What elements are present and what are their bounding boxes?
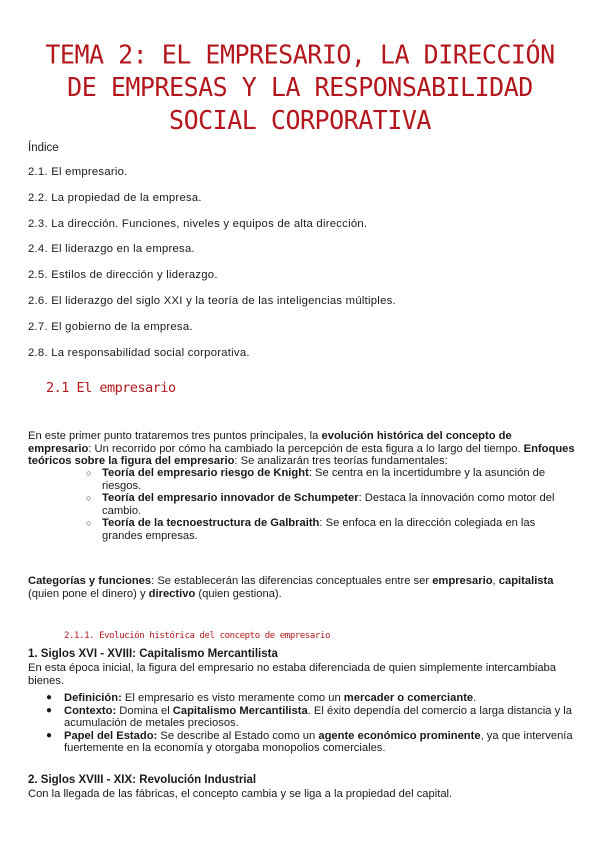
circle-bullet-icon: ○	[86, 468, 92, 478]
categories-text: (quien gestiona).	[195, 587, 282, 600]
item-text: . El éxito dependía del comercio a larga distancia y la acumulación de metales preciosos.	[64, 704, 573, 730]
theory-text: : Se enfoca en la dirección colegiada en las grandes empresas.	[102, 517, 536, 542]
categories-text: : Se establecerán las diferencias conceptuales entre ser	[151, 575, 433, 587]
theory-text: : Destaca la innovación como motor del cambio.	[102, 492, 555, 517]
item-text: .	[473, 692, 477, 704]
item-bold: mercader o comerciante	[343, 692, 474, 704]
page-title: TEMA 2: EL EMPRESARIO, LA DIRECCIÓN DE EMPRESAS Y LA RESPONSABILIDAD SOCIAL CORPORATIVA	[45, 40, 555, 135]
theory-name: Teoría de la tecnoestructura de Galbraith	[102, 517, 320, 530]
toc-item: 2.6. El liderazgo del siglo XXI y la teoría de las inteligencias múltiples.	[28, 294, 396, 307]
intro-text: : Un recorrido por cómo ha cambiado la percepción de esta figura a lo largo del tiempo.	[88, 442, 524, 455]
list-item	[46, 705, 576, 730]
theory-text: : Se centra en la incertidumbre y la asunción de riesgos.	[102, 467, 546, 492]
toc-item: 2.4. El liderazgo en la empresa.	[28, 243, 195, 256]
toc-item: 2.3. La dirección. Funciones, niveles y equipos de alta dirección.	[28, 217, 368, 230]
categories-bold: capitalista	[498, 575, 554, 587]
dot-bullet-icon: ●	[46, 704, 53, 716]
era-details-list	[46, 692, 576, 755]
item-label: Contexto:	[64, 704, 117, 717]
circle-bullet-icon: ○	[86, 518, 92, 529]
categories-bold: directivo	[148, 587, 196, 600]
item-text: Se describe al Estado como un	[157, 729, 319, 742]
era-heading: 2. Siglos XVIII - XIX: Revolución Industrial	[28, 774, 257, 786]
intro-text: : Se analizarán tres teorías fundamentales:	[234, 455, 448, 468]
dot-bullet-icon: ●	[46, 692, 53, 703]
item-bold: agente económico prominente	[318, 729, 481, 742]
categories-bold: Categorías y funciones	[28, 575, 152, 587]
categories-paragraph	[28, 575, 576, 600]
circle-bullet-icon: ○	[86, 493, 92, 504]
toc-item: 2.1. El empresario.	[28, 166, 128, 178]
intro-paragraph	[28, 430, 576, 468]
index-label: Índice	[28, 142, 59, 154]
categories-bold: empresario	[432, 575, 493, 587]
list-item	[86, 517, 556, 542]
categories-text: (quien pone el dinero) y	[28, 587, 149, 600]
toc-item: 2.5. Estilos de dirección y liderazgo.	[28, 269, 218, 282]
item-text: El empresario es visto meramente como un	[121, 692, 344, 704]
theory-name: Teoría del empresario riesgo de Knight	[102, 467, 309, 479]
toc-item: 2.7. El gobierno de la empresa.	[28, 320, 193, 333]
intro-bold: evolución histórica del concepto de empresario	[28, 430, 512, 455]
list-item	[46, 692, 576, 705]
item-label: Definición:	[64, 692, 122, 704]
categories-text: ,	[492, 575, 499, 587]
subsection-heading: 2.1.1. Evolución histórica del concepto de empresario	[64, 631, 330, 641]
item-text: , ya que intervenía fuertemente en la economía y otorgaba monopolios comerciales.	[64, 729, 573, 755]
era-paragraph: Con la llegada de las fábricas, el concepto cambia y se liga a la propiedad del capital.	[28, 788, 453, 800]
item-label: Papel del Estado:	[64, 729, 158, 742]
toc-item: 2.8. La responsabilidad social corporativa.	[28, 346, 250, 359]
list-item	[86, 467, 556, 492]
list-item	[86, 492, 556, 517]
item-bold: Capitalismo Mercantilista	[172, 704, 308, 717]
theory-name: Teoría del empresario innovador de Schumpeter	[102, 492, 359, 505]
theories-list	[86, 467, 556, 543]
item-text: Domina el	[116, 704, 173, 717]
intro-bold: Enfoques teóricos sobre la figura del empresario	[28, 442, 575, 468]
intro-text: En este primer punto trataremos tres puntos principales, la	[28, 430, 322, 442]
table-of-contents	[28, 166, 396, 372]
list-item	[46, 730, 576, 755]
toc-item: 2.2. La propiedad de la empresa.	[28, 191, 202, 204]
section-heading: 2.1 El empresario	[46, 380, 176, 396]
era-heading: 1. Siglos XVI - XVIII: Capitalismo Mercantilista	[28, 648, 278, 660]
era-paragraph: En esta época inicial, la figura del empresario no estaba diferenciada de quien simplemente intercambiaba bienes.	[28, 662, 556, 687]
dot-bullet-icon: ●	[46, 729, 53, 741]
